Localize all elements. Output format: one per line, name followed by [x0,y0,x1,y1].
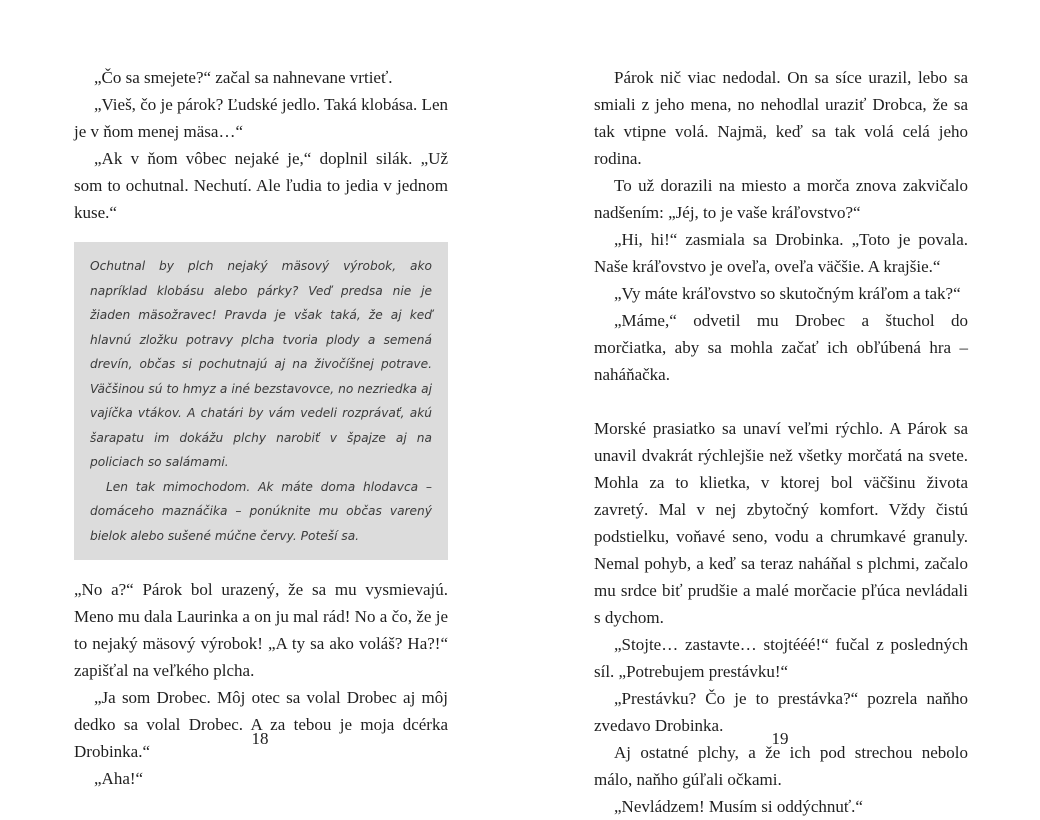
paragraph: „Prestávku? Čo je to prestávka?“ pozrela naňho zvedavo Drobinka. [594,689,968,735]
paragraph: To už dorazili na miesto a morča znova zakvičalo nadšením: „Jéj, to je vaše kráľovstvo?“ [594,176,968,222]
paragraph: „Vieš, čo je párok? Ľudské jedlo. Taká klobása. Len je v ňom menej mäsa…“ [74,95,448,141]
paragraph: „Máme,“ odvetil mu Drobec a štuchol do morčiatka, aby sa mohla začať ich obľúbená hra – naháňačka. [594,311,968,384]
page-number: 18 [251,729,269,748]
paragraph: „No a?“ Párok bol urazený, že sa mu vysmievajú. Meno mu dala Laurinka a on ju mal rád! No a čo, že je to nejaký mäsový výrobok! „A ty sa ako voláš? Ha?!“ zapišťal na veľkého plcha. [74,580,448,680]
paragraph: Morské prasiatko sa unaví veľmi rýchlo. A Párok sa unavil dvakrát rýchlejšie než všetky morčatá na svete. Mohla za to klietka, v ktorej bol väčšinu života zavretý. Mal v nej zbytočný komfort. Vždy čistú podstielku, voňavé seno, vodu a chrumkavé granuly. Nemal pohyb, a keď sa teraz naháňal s plchmi, začalo mu srdce biť prudšie a malé morčacie pľúca nevládali s dychom. [594,419,968,627]
paragraph: Párok nič viac nedodal. On sa síce urazil, lebo sa smiali z jeho mena, no nehodlal uraziť Drobca, že sa tak vtipne volá. Najmä, keď sa tak volá celá jeho rodina. [594,68,968,168]
paragraph: „Ja som Drobec. Môj otec sa volal Drobec aj môj dedko sa volal Drobec. A za tebou je moja dcérka Drobinka.“ [74,688,448,761]
info-sidebar-box [74,242,448,560]
right-page [520,0,1040,816]
sidebar-paragraph: Len tak mimochodom. Ak máte doma hlodavca – domáceho maznáčika – ponúknite mu občas varený bielok alebo sušené múčne červy. Poteší sa. [90,479,432,543]
paragraph: „Čo sa smejete?“ začal sa nahnevane vrtieť. [94,68,393,87]
paragraph: Aj ostatné plchy, a že ich pod strechou nebolo málo, naňho gúľali očkami. [594,743,968,789]
right-text-column [594,64,968,820]
sidebar-paragraph: Ochutnal by plch nejaký mäsový výrobok, ako napríklad klobásu alebo párky? Veď predsa nie je žiaden mäsožravec! Pravda je však taká, že aj keď hlavnú zložku potravy plcha tvoria plody a semená drevín, občas si pochutnajú aj na živočíšnej potrave. Väčšinou sú to hmyz a iné bezstavovce, no nezriedka aj vajíčka vtákov. A chatári by vám vedeli rozprávať, akú šarapatu im dokážu plchy narobiť v špajze aj na policiach so salámami. [90,259,432,469]
paragraph: „Aha!“ [94,769,144,788]
paragraph: „Nevládzem! Musím si oddýchnuť.“ [614,797,863,816]
left-page [0,0,520,800]
section-break [594,388,968,415]
paragraph: „Vy máte kráľovstvo so skutočným kráľom a tak?“ [614,284,961,303]
paragraph: „Hi, hi!“ zasmiala sa Drobinka. „Toto je povala. Naše kráľovstvo je oveľa, oveľa väčšie. A krajšie.“ [594,230,968,276]
page-number: 19 [771,729,789,748]
paragraph: „Stojte… zastavte… stojtééé!“ fučal z posledných síl. „Potrebujem prestávku!“ [594,635,968,681]
left-text-column [74,64,448,792]
paragraph: „Ak v ňom vôbec nejaké je,“ doplnil silák. „Už som to ochutnal. Nechutí. Ale ľudia to jedia v jednom kuse.“ [74,149,448,222]
